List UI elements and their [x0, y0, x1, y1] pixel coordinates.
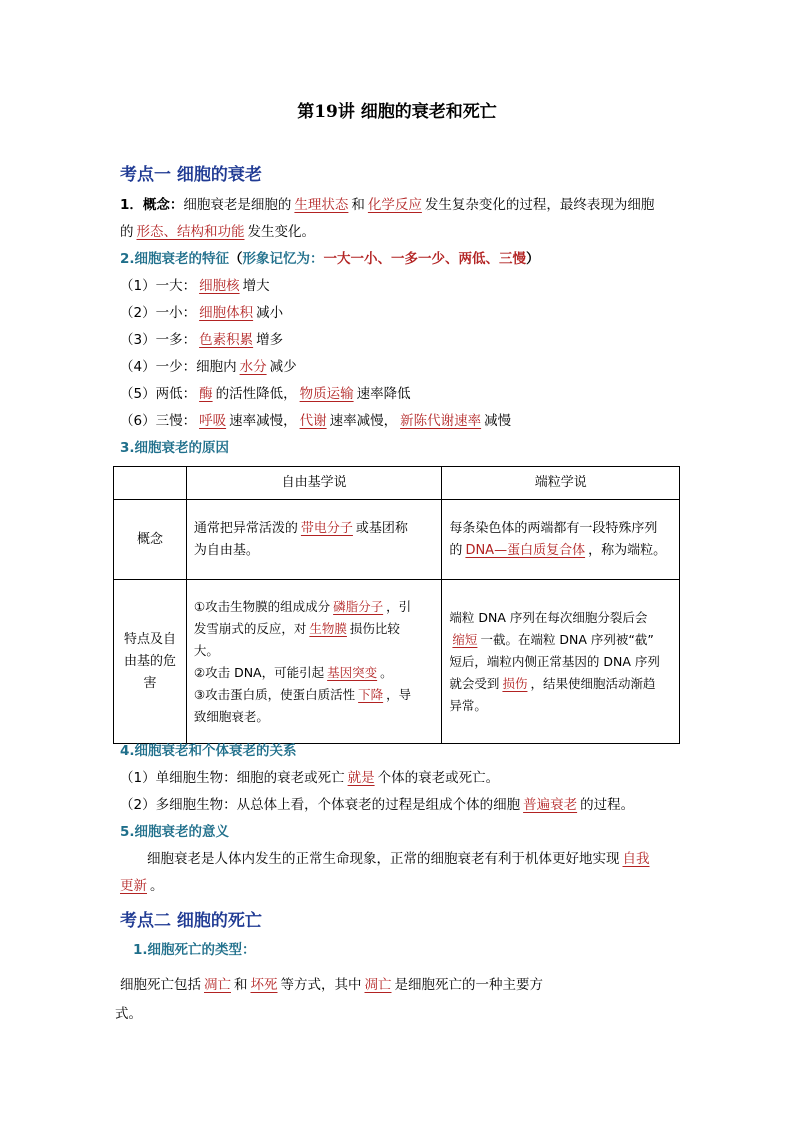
table-col-header: 自由基学说 [186, 467, 442, 500]
features-heading: 2.细胞衰老的特征（形象记忆为：一大一小、一多一少、两低、三慢） [120, 251, 540, 267]
death-line1: 细胞死亡包括 凋亡 和 坏死 等方式，其中 凋亡 是细胞死亡的一种主要方 [120, 977, 543, 993]
blank-answer: 基因突变 [327, 664, 378, 680]
death-line2: 式。 [115, 1006, 142, 1022]
blank-answer: 就是 [347, 770, 375, 786]
blank-answer: 自我 [622, 851, 650, 867]
blank-answer: 下降 [358, 686, 384, 702]
feature-item: （2）一小： 细胞体积 减小 [120, 305, 284, 321]
table-cell: 端粒 DNA 序列在每次细胞分裂后会 缩短 一截。在端粒 DNA 序列被“截” 短后，端粒内侧正常基因的 DNA 序列 就会受到 损伤 ，结果使细胞活动渐趋 异常。 [442, 580, 680, 744]
meaning-line1: 细胞衰老是人体内发生的正常生命现象，正常的细胞衰老有利于机体更好地实现 自我 [147, 849, 653, 869]
blank-answer: 带电分子 [300, 520, 353, 536]
concept-label: 1．概念： [120, 197, 184, 213]
feature-item: （3）一多： 色素积累 增多 [120, 332, 284, 348]
meaning-line2: 更新 。 [120, 878, 164, 894]
feature-item: （1）一大： 细胞核 增大 [120, 278, 270, 294]
page-title: 第19讲 细胞的衰老和死亡 [297, 102, 497, 122]
feature-item: （5）两低： 酶 的活性降低， 物质运输 速率降低 [120, 386, 411, 402]
section1-heading: 考点一 细胞的衰老 [120, 165, 262, 185]
blank-answer: 形态、结构和功能 [136, 224, 245, 240]
blank-answer: 细胞体积 [199, 305, 254, 321]
section2-heading: 考点二 细胞的死亡 [120, 911, 262, 931]
relation-line: （2）多细胞生物：从总体上看，个体衰老的过程是组成个体的细胞 普遍衰老 的过程。 [120, 797, 635, 813]
table-cell: 每条染色体的两端都有一段特殊序列 的 DNA—蛋白质复合体 ，称为端粒。 [442, 500, 680, 580]
table-cell: 通常把异常活泼的 带电分子 或基团称 为自由基。 [186, 500, 442, 580]
blank-answer: 酶 [199, 386, 213, 402]
blank-answer: 物质运输 [299, 386, 354, 402]
concept-line2: 的 形态、结构和功能 发生变化。 [120, 224, 315, 240]
table-row [114, 500, 680, 580]
concept-line1: 1．概念：细胞衰老是细胞的 生理状态 和 化学反应 发生复杂变化的过程，最终表现为细胞 [120, 197, 655, 213]
blank-answer: 磷脂分子 [333, 598, 384, 614]
blank-answer: 更新 [120, 878, 147, 894]
meaning-heading: 5.细胞衰老的意义 [120, 824, 230, 840]
table-row-label: 特点及自 由基的危 害 [114, 580, 187, 744]
table-row-label: 概念 [114, 500, 187, 580]
blank-answer: 细胞核 [199, 278, 240, 294]
table-corner-cell [114, 467, 187, 500]
blank-answer: 普遍衰老 [523, 797, 578, 813]
blank-answer: 生理状态 [294, 197, 349, 213]
blank-answer: 凋亡 [364, 977, 392, 993]
table-row [114, 580, 680, 744]
blank-answer: 凋亡 [204, 977, 231, 993]
blank-answer: 缩短 [452, 631, 478, 647]
blank-answer: 水分 [239, 359, 267, 375]
blank-answer: 化学反应 [367, 197, 422, 213]
blank-answer: 色素积累 [199, 332, 254, 348]
table-header-row [114, 467, 680, 500]
blank-answer: 生物膜 [309, 620, 347, 636]
blank-answer: DNA—蛋白质复合体 [465, 542, 586, 558]
feature-item: （6）三慢： 呼吸 速率减慢， 代谢 速率减慢， 新陈代谢速率 减慢 [120, 413, 512, 429]
blank-answer: 代谢 [299, 413, 327, 429]
table-col-header: 端粒学说 [442, 467, 680, 500]
blank-answer: 损伤 [502, 675, 528, 691]
blank-answer: 新陈代谢速率 [400, 413, 482, 429]
blank-answer: 坏死 [250, 977, 278, 993]
blank-answer: 呼吸 [199, 413, 227, 429]
relation-line: （1）单细胞生物：细胞的衰老或死亡 就是 个体的衰老或死亡。 [120, 770, 500, 786]
relation-heading: 4.细胞衰老和个体衰老的关系 [120, 743, 297, 759]
table-cell: ①攻击生物膜的组成成分 磷脂分子 ，引 发雪崩式的反应，对 生物膜 损伤比较 大。 ②攻击 DNA，可能引起 基因突变 。 ③攻击蛋白质，使蛋白质活性 下降 ，导 致细胞衰老。 [186, 580, 442, 744]
death-types-heading: 1.细胞死亡的类型： [133, 942, 256, 958]
causes-heading: 3.细胞衰老的原因 [120, 440, 230, 456]
feature-item: （4）一少：细胞内 水分 减少 [120, 359, 297, 375]
causes-table [113, 466, 680, 744]
